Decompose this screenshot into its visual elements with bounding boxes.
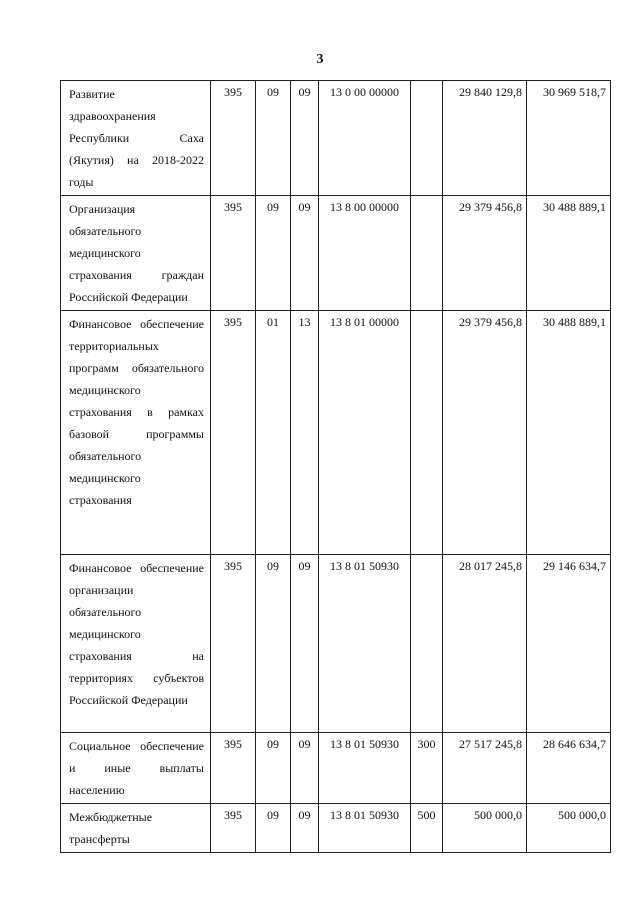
row-section-code: 09 <box>256 196 291 311</box>
row-amount-year-2: 30 488 889,1 <box>527 311 611 555</box>
row-subsection-code: 09 <box>291 804 319 853</box>
table-body <box>61 81 611 853</box>
row-subsection-code: 09 <box>291 196 319 311</box>
row-section-code: 01 <box>256 311 291 555</box>
row-name: Финансовое обеспечение организации обязательного медицинского страхования на территориях субъектов Российской Федерации <box>61 555 211 733</box>
row-target-article-code: 13 8 00 00000 <box>319 196 411 311</box>
row-target-article-code: 13 8 01 00000 <box>319 311 411 555</box>
row-target-article-code: 13 0 00 00000 <box>319 81 411 196</box>
row-name: Межбюджетные трансферты <box>61 804 211 853</box>
row-amount-year-2: 28 646 634,7 <box>527 733 611 804</box>
row-amount-year-1: 500 000,0 <box>443 804 527 853</box>
row-grbs-code: 395 <box>211 555 256 733</box>
row-subsection-code: 09 <box>291 733 319 804</box>
row-subsection-code: 09 <box>291 555 319 733</box>
table-row <box>61 804 611 853</box>
row-amount-year-1: 29 840 129,8 <box>443 81 527 196</box>
row-amount-year-2: 30 969 518,7 <box>527 81 611 196</box>
row-amount-year-1: 28 017 245,8 <box>443 555 527 733</box>
row-amount-year-1: 27 517 245,8 <box>443 733 527 804</box>
table-row <box>61 311 611 555</box>
row-amount-year-2: 29 146 634,7 <box>527 555 611 733</box>
row-grbs-code: 395 <box>211 311 256 555</box>
row-target-article-code: 13 8 01 50930 <box>319 555 411 733</box>
row-grbs-code: 395 <box>211 804 256 853</box>
budget-table <box>60 80 611 853</box>
row-expense-type-code <box>411 555 443 733</box>
row-subsection-code: 09 <box>291 81 319 196</box>
row-name: Социальное обеспечение и иные выплаты населению <box>61 733 211 804</box>
row-name: Развитие здравоохранения Республики Саха (Якутия) на 2018-2022 годы <box>61 81 211 196</box>
row-expense-type-code <box>411 81 443 196</box>
table-row <box>61 555 611 733</box>
row-expense-type-code <box>411 196 443 311</box>
row-target-article-code: 13 8 01 50930 <box>319 804 411 853</box>
row-grbs-code: 395 <box>211 733 256 804</box>
page-number: 3 <box>316 52 324 67</box>
table-row <box>61 196 611 311</box>
row-grbs-code: 395 <box>211 81 256 196</box>
row-section-code: 09 <box>256 733 291 804</box>
row-name: Организация обязательного медицинского страхования граждан Российской Федерации <box>61 196 211 311</box>
table-row <box>61 81 611 196</box>
row-expense-type-code: 500 <box>411 804 443 853</box>
row-subsection-code: 13 <box>291 311 319 555</box>
row-name: Финансовое обеспечение территориальных программ обязательного медицинского страхования в рамках базовой программы обязательного медицинского страхования <box>61 311 211 555</box>
row-section-code: 09 <box>256 555 291 733</box>
row-section-code: 09 <box>256 81 291 196</box>
row-grbs-code: 395 <box>211 196 256 311</box>
table-row <box>61 733 611 804</box>
row-target-article-code: 13 8 01 50930 <box>319 733 411 804</box>
row-expense-type-code <box>411 311 443 555</box>
row-amount-year-2: 500 000,0 <box>527 804 611 853</box>
row-amount-year-2: 30 488 889,1 <box>527 196 611 311</box>
row-expense-type-code: 300 <box>411 733 443 804</box>
row-amount-year-1: 29 379 456,8 <box>443 311 527 555</box>
row-amount-year-1: 29 379 456,8 <box>443 196 527 311</box>
row-section-code: 09 <box>256 804 291 853</box>
